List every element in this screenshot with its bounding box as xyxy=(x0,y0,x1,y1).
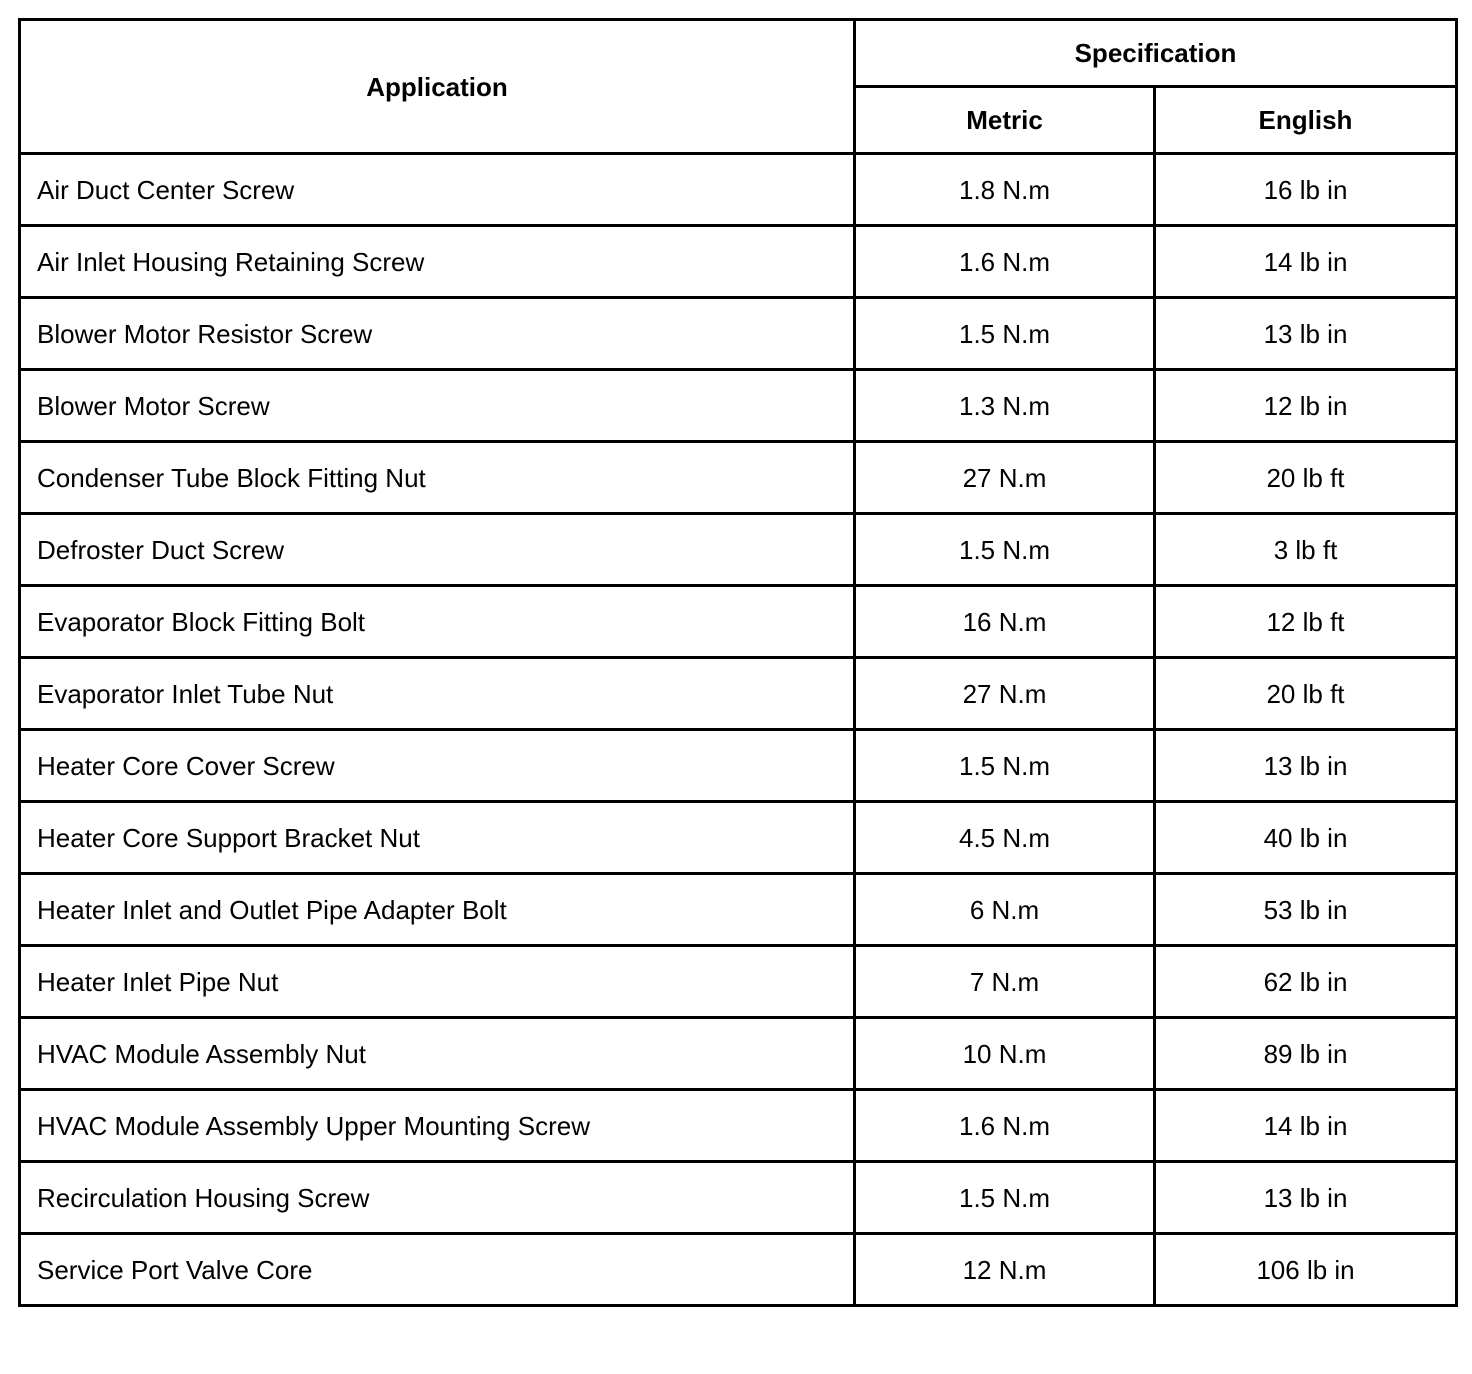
table-row xyxy=(20,730,1457,802)
table-row xyxy=(20,514,1457,586)
english-cell: 106 lb in xyxy=(1155,1234,1457,1306)
application-cell: HVAC Module Assembly Upper Mounting Screw xyxy=(20,1090,855,1162)
application-cell: Air Duct Center Screw xyxy=(20,154,855,226)
metric-cell: 1.5 N.m xyxy=(855,1162,1155,1234)
english-cell: 13 lb in xyxy=(1155,298,1457,370)
application-cell: Heater Inlet and Outlet Pipe Adapter Bolt xyxy=(20,874,855,946)
english-cell: 14 lb in xyxy=(1155,1090,1457,1162)
english-cell: 20 lb ft xyxy=(1155,442,1457,514)
english-cell: 40 lb in xyxy=(1155,802,1457,874)
metric-cell: 16 N.m xyxy=(855,586,1155,658)
header-row-top xyxy=(20,20,1457,87)
metric-cell: 1.6 N.m xyxy=(855,1090,1155,1162)
table-row xyxy=(20,802,1457,874)
application-cell: Heater Core Support Bracket Nut xyxy=(20,802,855,874)
table-row xyxy=(20,298,1457,370)
metric-cell: 6 N.m xyxy=(855,874,1155,946)
english-cell: 3 lb ft xyxy=(1155,514,1457,586)
table-row xyxy=(20,370,1457,442)
metric-cell: 1.3 N.m xyxy=(855,370,1155,442)
english-cell: 13 lb in xyxy=(1155,730,1457,802)
torque-specification-table xyxy=(18,18,1458,1307)
application-cell: Blower Motor Screw xyxy=(20,370,855,442)
table-row xyxy=(20,1234,1457,1306)
metric-cell: 27 N.m xyxy=(855,442,1155,514)
english-cell: 53 lb in xyxy=(1155,874,1457,946)
english-cell: 12 lb in xyxy=(1155,370,1457,442)
application-cell: Condenser Tube Block Fitting Nut xyxy=(20,442,855,514)
metric-cell: 4.5 N.m xyxy=(855,802,1155,874)
table-row xyxy=(20,1090,1457,1162)
metric-cell: 1.8 N.m xyxy=(855,154,1155,226)
table-row xyxy=(20,442,1457,514)
metric-cell: 10 N.m xyxy=(855,1018,1155,1090)
table-row xyxy=(20,154,1457,226)
table-row xyxy=(20,1162,1457,1234)
metric-cell: 12 N.m xyxy=(855,1234,1155,1306)
english-cell: 16 lb in xyxy=(1155,154,1457,226)
english-cell: 20 lb ft xyxy=(1155,658,1457,730)
table-row xyxy=(20,1018,1457,1090)
table-row xyxy=(20,658,1457,730)
application-cell: Heater Core Cover Screw xyxy=(20,730,855,802)
application-cell: Heater Inlet Pipe Nut xyxy=(20,946,855,1018)
table-row xyxy=(20,946,1457,1018)
application-cell: Evaporator Inlet Tube Nut xyxy=(20,658,855,730)
metric-cell: 1.5 N.m xyxy=(855,514,1155,586)
application-cell: Blower Motor Resistor Screw xyxy=(20,298,855,370)
metric-cell: 27 N.m xyxy=(855,658,1155,730)
english-cell: 14 lb in xyxy=(1155,226,1457,298)
application-cell: Air Inlet Housing Retaining Screw xyxy=(20,226,855,298)
application-cell: Evaporator Block Fitting Bolt xyxy=(20,586,855,658)
table-row xyxy=(20,226,1457,298)
metric-cell: 7 N.m xyxy=(855,946,1155,1018)
application-cell: Defroster Duct Screw xyxy=(20,514,855,586)
table-row xyxy=(20,586,1457,658)
english-cell: 13 lb in xyxy=(1155,1162,1457,1234)
metric-cell: 1.5 N.m xyxy=(855,730,1155,802)
table-header xyxy=(20,20,1457,154)
header-english: English xyxy=(1155,87,1457,154)
application-cell: Service Port Valve Core xyxy=(20,1234,855,1306)
table-body xyxy=(20,154,1457,1306)
header-application: Application xyxy=(20,20,855,154)
header-specification: Specification xyxy=(855,20,1457,87)
table-row xyxy=(20,874,1457,946)
metric-cell: 1.6 N.m xyxy=(855,226,1155,298)
english-cell: 89 lb in xyxy=(1155,1018,1457,1090)
english-cell: 62 lb in xyxy=(1155,946,1457,1018)
metric-cell: 1.5 N.m xyxy=(855,298,1155,370)
english-cell: 12 lb ft xyxy=(1155,586,1457,658)
header-metric: Metric xyxy=(855,87,1155,154)
application-cell: HVAC Module Assembly Nut xyxy=(20,1018,855,1090)
application-cell: Recirculation Housing Screw xyxy=(20,1162,855,1234)
